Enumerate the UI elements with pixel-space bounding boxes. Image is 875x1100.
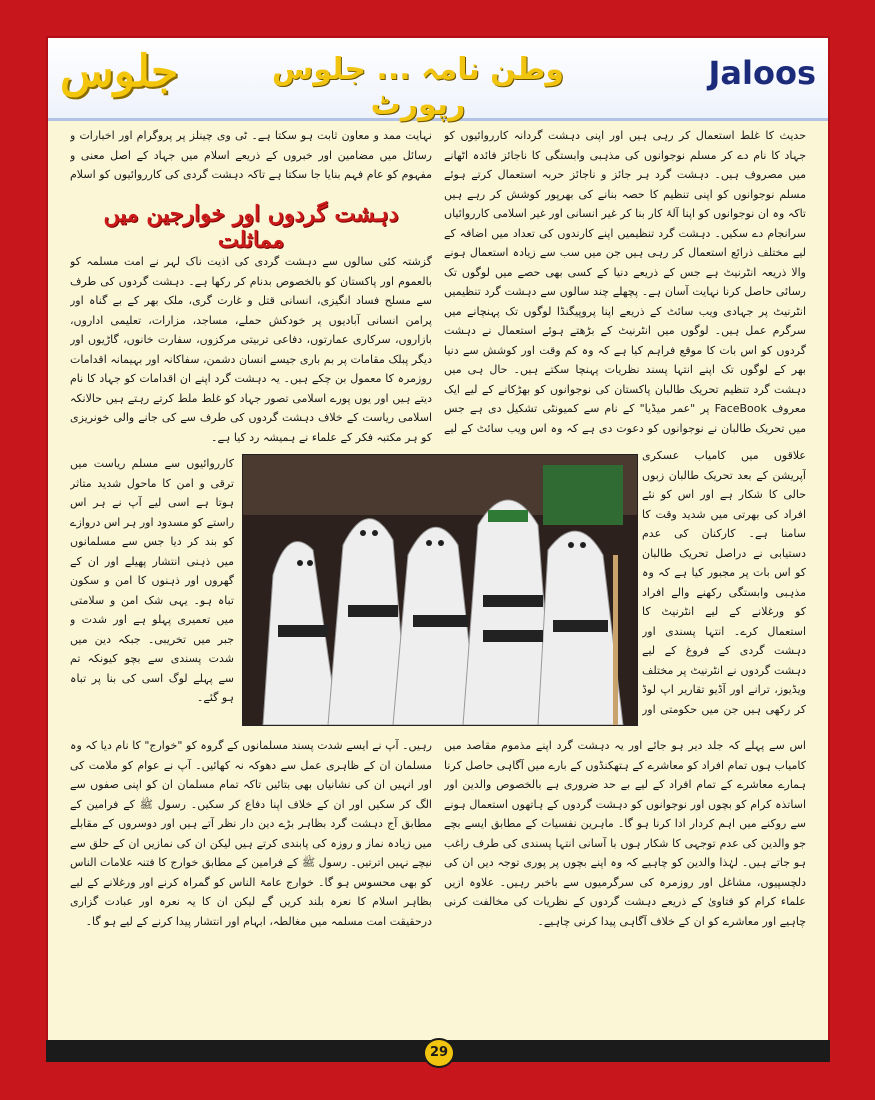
paragraph: اس سے پہلے کہ جلد دیر ہو جائے اور یہ دہشت گرد اپنے مذموم مقاصد میں کامیاب ہوں تمام افراد کو معاشرے کے ہتھکنڈوں کے بارے میں آگاہی حاصل کرنا ہمارے معاشرے کے تمام افراد کے لیے بے حد ضروری ہے بالخصوص والدین اور اساتذہ کرام کو بچوں اور نوجوانوں کو دہشت گردوں کے ہاتھوں استعمال ہونے سے روکنے میں اہم کردار ادا کرنا ہو گا۔ ماہرین نفسیات کے مطابق ایسے بچے جو والدین کی عدم توجہی کا شکار ہوں با آسانی انتہا پسندی کی طرف راغب ہو جاتے ہیں۔ لہٰذا والدین کو چاہیے کہ وہ اپنے بچوں پر پوری توجہ دیں ان کی دلچسپیوں، مشاغل اور روزمرہ کی سرگرمیوں سے باخبر رہیں۔ علاوہ ازیں علماء کرام کو فتاویٰ کے ذریعے دہشت گردوں کے نظریات کی مخالفت کرنی چاہیے اور معاشرے کو ان کے خلاف آگاہی پیدا کرنی چاہیے۔ [444,739,806,928]
paragraph: کارروائیوں سے مسلم ریاست میں ترقی و امن کا ماحول شدید متاثر ہوتا ہے اسی لیے آپ نے ہر اس راستے کو مسدود اور ہر اس دروازے کو بند کر دیا جس سے مسلمانوں میں ذہنی انتشار پھیلے اور ان کے گھروں اور ذہنوں کا امن و سکون تباہ ہو۔ یہی شک امن و سلامتی میں تعمیری پہلو ہے اور شدت و جبر میں تخریبی۔ جبکہ دین میں شدت پسندی سے بچو کیونکہ تم سے پہلے لوگ اسی کی بنا پر تباہ ہو گئے۔ [70,457,234,704]
latin-logo: Jaloos [708,54,816,92]
text-column-right-bottom [444,736,806,1036]
page-header [48,38,828,121]
text-column-left-bottom [70,736,432,1036]
section-heading: دہشت گردوں اور خوارجین میں مماثلت [103,201,399,253]
paragraph: گزشتہ کئی سالوں سے دہشت گردی کی اذیت ناک لہر نے امت مسلمہ کو بالعموم اور پاکستان کو بالخصوص بدنام کر رکھا ہے۔ دہشت گردوں کی طرف سے مسلح فساد انگیزی، انسانی قتل و غارت گری، ملک بھر کے بے گناہ اور پرامن انسانی آبادیوں پر خودکش حملے، مساجد، مزارات، تعلیمی اداروں، بازاروں، سرکاری عمارتوں، دفاعی تربیتی مرکزوں، سفارت خانوں، گاڑیوں اور دیگر پبلک مقامات پر بم باری جیسے انسان دشمن، سفاکانہ اور بہیمانہ اقدامات روزمرہ کا معمول بن چکے ہیں۔ یہ دہشت گرد اپنے ان اقدامات کو جہاد کا نام دیتے ہیں اور یوں پورے اسلامی تصور جہاد کو غلط ملط کرتے رہتے ہیں حالانکہ اسلامی ریاست کے خلاف دہشت گردوں کی طرف سے کی جانے والی خونریزی کو ہر مکتبہ فکر کے علماء نے ہمیشہ رد کیا ہے۔ [70,255,432,444]
paragraph: حدیث کا غلط استعمال کر رہی ہیں اور اپنی دہشت گردانہ کارروائیوں کو جہاد کا نام دے کر مسلم نوجوانوں کی مذہبی وابستگی کا ناجائز فائدہ اٹھانے میں مصروف ہیں۔ دہشت گرد ہر جائز و ناجائز حربہ استعمال کرتے ہوئے مسلم نوجوانوں کو اپنی تنظیم کا حصہ بنانے کی بھرپور کوشش کر رہے ہیں تاکہ وہ ان نوجوانوں کو اپنا آلۂ کار بنا کر غیر انسانی اور غیر اسلامی کارروائیاں سرانجام دے سکیں۔ دہشت گرد تنظیمیں اپنے کارندوں کی تعداد میں اضافہ کے لیے مختلف ذرائع استعمال کر رہی ہیں جن میں سب سے زیادہ استعمال ہونے والا ذریعہ انٹرنیٹ ہے جس کے ذریعے دنیا کے کسی بھی حصے میں لوگوں تک رسائی حاصل کرنا نہایت آسان ہے۔ پچھلے چند سالوں سے دہشت گرد تنظیمیں انٹرنیٹ پر جہادی ویب سائٹ کے ذریعے اپنا پروپیگنڈا لوگوں تک پہنچانے میں سرگرم عمل ہیں۔ لوگوں میں انٹرنیٹ کے بڑھتے ہوئے استعمال نے دہشت گردوں کو اس بات کا موقع فراہم کیا ہے کہ وہ کم وقت اور کوشش سے دنیا بھر کے لوگوں تک اپنے انتہا پسند نظریات پہنچا سکتے ہیں۔ حال ہی میں دہشت گرد تنظیم تحریک طالبان پاکستان کی نوجوانوں کو بھڑکانے کے لیے ایک معروف FaceBook پر "عمر میڈیا" کے نام سے کمیونٹی تشکیل دی ہے جس میں تحریک طالبان نے نوجوانوں کو دعوت دی ہے کہ وہ اس ویب سائٹ کے لیے [444,129,806,435]
paragraph: علاقوں میں کامیاب عسکری آپریشن کے بعد تحریک طالبان زبوں حالی کا شکار ہے اور اس کو نئے افراد کی بھرتی میں شدید وقت کا سامنا ہے۔ کارکنان کی عدم دستیابی نے دراصل تحریک طالبان کو اس بات پر مجبور کیا ہے کہ وہ مذہبی وابستگی رکھنے والے افراد کو ورغلانے کے لیے انٹرنیٹ کا استعمال کرے۔ انتہا پسندی اور دہشت گردی کے فروغ کے لیے دہشت گردوں نے انٹرنیٹ پر مختلف ویڈیوز، ترانے اور آڈیو تقاریر اپ لوڈ کر رکھی ہیں جن میں حکومتی اور [642,449,806,716]
paragraph: رہیں۔ آپ نے ایسے شدت پسند مسلمانوں کے گروہ کو "خوارج" کا نام دیا کہ وہ مسلمان ان کے ظاہری عمل سے دھوکہ نہ کھائیں۔ آپ نے عوام کو ملامت کی اور انہیں ان کی نشانیاں بھی بتائیں تاکہ تمام مسلمان ان کو اپنی صفوں سے الگ کر سکیں اور ان کے خلاف اپنا دفاع کر سکیں۔ رسول ﷺ کے فرامین کے مطابق آج دہشت گرد بظاہر بڑے دین دار نظر آتے ہیں اور دوسروں کے مقابلے میں زیادہ نماز و روزہ کی پابندی کرتے ہیں لیکن ان کی نمازیں ان کے حلق سے نیچے نہیں اترتیں۔ رسول ﷺ کے فرامین کے مطابق خوارج کا فتنہ علامات الناس کو بھی محسوس ہو گا۔ خوارج عامۃ الناس کو گمراہ کرنے اور ورغلانے کے لیے بظاہر اسلام کا نعرہ بلند کریں گے لیکن ان کا یہ نعرہ اور عبادت گزاری درحقیقت امت مسلمہ میں مغالطہ، ابہام اور انتشار پیدا کرنے کے لیے ہو گا۔ [70,739,432,928]
text-column-right-top [444,126,806,436]
photo-illustration [243,455,637,725]
text-column-left-narrow [70,454,234,724]
text-column-right-narrow [642,446,806,716]
hooded-figures-photo [242,454,638,726]
page-number: 29 [423,1038,455,1068]
text-column-left-mid [70,252,432,452]
page-title: وطن نامہ ... جلوس رپورٹ [271,52,565,122]
text-column-left-top [70,126,432,188]
urdu-logo: جلوس [60,46,179,97]
paragraph: نہایت ممد و معاون ثابت ہو سکتا ہے۔ ٹی وی چینلز پر پروگرام اور اخبارات و رسائل میں مضامین اور خبروں کے ذریعے اسلام میں جہاد کے اصل معنی و مفہوم کو عام فہم بنایا جا سکتا ہے تاکہ دہشت گردی کی کارروائیوں کو اسلام [70,129,432,181]
